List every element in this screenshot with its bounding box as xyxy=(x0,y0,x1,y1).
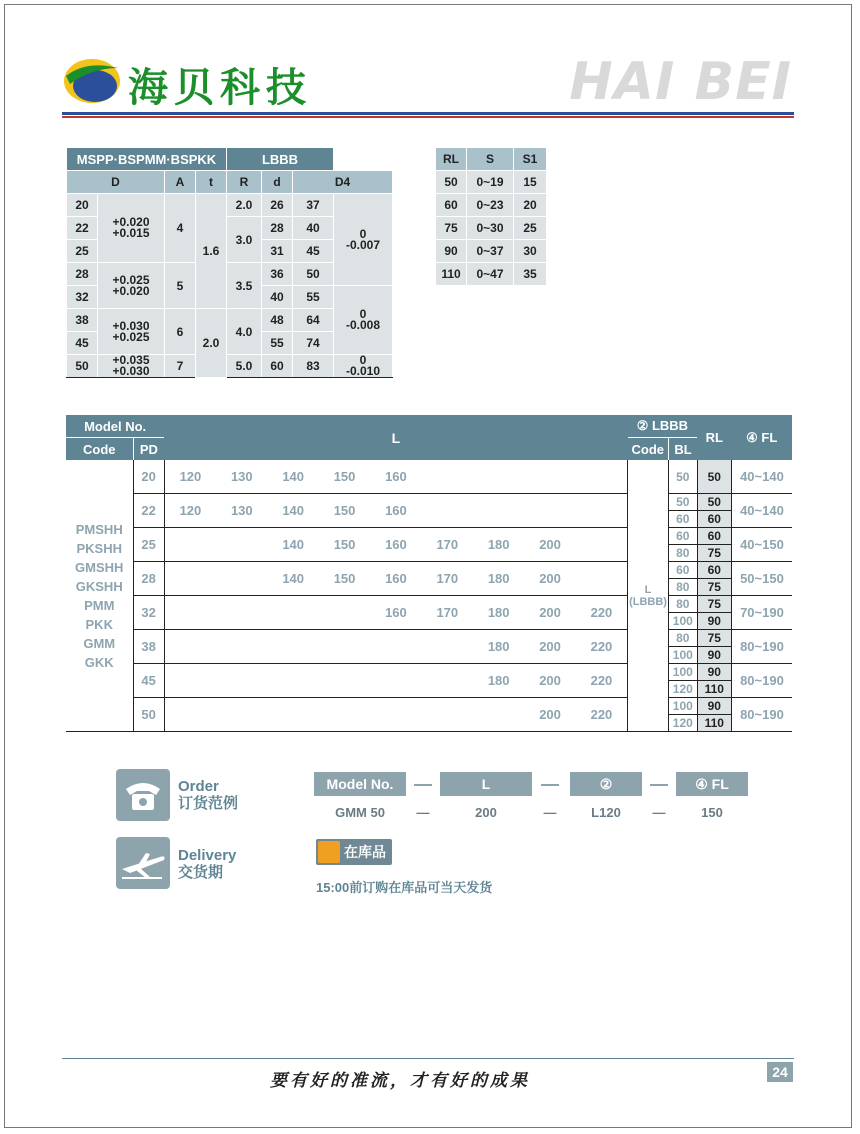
s1-cell: 25 xyxy=(514,217,547,240)
L-value xyxy=(164,562,216,596)
R-value: 5.0 xyxy=(227,355,262,378)
bl-cell xyxy=(668,494,697,528)
s-cell: 0~30 xyxy=(467,217,514,240)
d-value: 26 xyxy=(262,194,293,217)
pd-value: 45 xyxy=(133,664,164,698)
bl-value: 80 xyxy=(676,546,690,560)
pd-value: 38 xyxy=(133,630,164,664)
L-value xyxy=(319,664,370,698)
D-value: 28 xyxy=(67,263,98,286)
rl-value: 90 xyxy=(707,648,721,662)
D4-tolerance: 0 -0.007 xyxy=(334,194,393,286)
order-title xyxy=(178,778,238,812)
pd-value: 20 xyxy=(133,460,164,494)
bl-cell xyxy=(668,630,697,664)
A-value: 4 xyxy=(165,194,196,263)
rl-value: 110 xyxy=(704,682,724,696)
rl-value: 60 xyxy=(698,528,731,545)
D-value: 50 xyxy=(67,355,98,378)
fl-value: 40~140 xyxy=(731,494,792,528)
col-A: A xyxy=(165,171,196,194)
L-value xyxy=(216,698,267,732)
flow-dash xyxy=(650,784,668,786)
L-value xyxy=(524,494,575,528)
bl-cell xyxy=(668,562,697,596)
L-value: 160 xyxy=(370,494,421,528)
delivery-title-en: Delivery xyxy=(178,847,237,864)
L-value: 160 xyxy=(370,562,421,596)
model-codes xyxy=(66,460,133,732)
L-value xyxy=(216,596,267,630)
L-value xyxy=(164,698,216,732)
D4-value: 40 xyxy=(293,217,334,240)
rl-header: RL xyxy=(697,415,731,460)
rl-cell: 90 xyxy=(436,240,467,263)
flow-dash xyxy=(414,784,432,786)
L-value xyxy=(370,664,421,698)
L-value xyxy=(370,698,421,732)
rl-cell xyxy=(697,630,731,664)
d-value: 40 xyxy=(262,286,293,309)
L-value: 160 xyxy=(370,528,421,562)
s-cell: 0~23 xyxy=(467,194,514,217)
L-value: 200 xyxy=(524,630,575,664)
s1-cell: 30 xyxy=(514,240,547,263)
model-code: PKK xyxy=(85,616,113,632)
flow-lbbb: ② xyxy=(570,772,642,796)
L-value: 200 xyxy=(524,664,575,698)
L-value: 200 xyxy=(524,698,575,732)
bl-value: 80 xyxy=(669,596,697,613)
L-value: 180 xyxy=(473,596,524,630)
R-value: 4.0 xyxy=(227,309,262,355)
order-title-en: Order xyxy=(178,778,219,795)
pd-value: 22 xyxy=(133,494,164,528)
s1-cell: 20 xyxy=(514,194,547,217)
s-cell: 0~19 xyxy=(467,171,514,194)
D-value: 22 xyxy=(67,217,98,240)
bl-value: 80 xyxy=(676,580,690,594)
model-code: PMSHH xyxy=(75,521,123,537)
L-value: 180 xyxy=(473,562,524,596)
D-tolerance: +0.025 +0.020 xyxy=(98,263,165,309)
D4-tolerance: 0 -0.008 xyxy=(334,286,393,355)
page-number: 24 xyxy=(767,1062,793,1082)
example-dash: — xyxy=(543,805,557,820)
bl-cell xyxy=(668,596,697,630)
d-value: 31 xyxy=(262,240,293,263)
L-value xyxy=(319,596,370,630)
L-value: 170 xyxy=(422,528,473,562)
order-title-cn: 订货范例 xyxy=(178,795,239,812)
L-value: 220 xyxy=(576,664,628,698)
d-value: 28 xyxy=(262,217,293,240)
model-table xyxy=(66,415,792,732)
L-value: 150 xyxy=(319,460,370,494)
L-value xyxy=(473,494,524,528)
rl-value: 90 xyxy=(707,614,721,628)
delivery-title-cn: 交货期 xyxy=(178,864,224,881)
rl-table xyxy=(435,147,547,286)
L-value: 170 xyxy=(422,562,473,596)
rl-value: 75 xyxy=(698,596,731,613)
D4-value: 45 xyxy=(293,240,334,263)
bl-cell xyxy=(668,664,697,698)
fl-value: 70~190 xyxy=(731,596,792,630)
model-code: GMM xyxy=(83,635,116,651)
rl-cell: 50 xyxy=(436,171,467,194)
s-header: S xyxy=(467,148,514,171)
rl-cell: 75 xyxy=(436,217,467,240)
A-value: 5 xyxy=(165,263,196,309)
L-value: 220 xyxy=(576,596,628,630)
L-value xyxy=(319,630,370,664)
rl-value: 60 xyxy=(707,512,721,526)
delivery-title xyxy=(178,847,236,881)
L-value xyxy=(576,528,628,562)
rl-header: RL xyxy=(436,148,467,171)
L-value xyxy=(164,664,216,698)
D4-value: 37 xyxy=(293,194,334,217)
model-code: PKSHH xyxy=(76,540,122,556)
rl-cell: 60 xyxy=(436,194,467,217)
L-value xyxy=(524,460,575,494)
rl-value: 110 xyxy=(704,716,724,730)
order-icon-box xyxy=(116,769,170,821)
bl-value: 120 xyxy=(672,682,693,696)
fl-header: ④ FL xyxy=(731,415,792,460)
D4-value: 83 xyxy=(293,355,334,378)
L-value xyxy=(268,664,319,698)
rl-cell: 110 xyxy=(436,263,467,286)
D-value: 20 xyxy=(67,194,98,217)
L-value xyxy=(319,698,370,732)
bl-value: 60 xyxy=(676,512,690,526)
R-value: 3.0 xyxy=(227,217,262,263)
D-tolerance: +0.035 +0.030 xyxy=(98,355,165,378)
bl-value: 100 xyxy=(669,698,697,715)
fl-value: 80~190 xyxy=(731,630,792,664)
rl-value: 75 xyxy=(707,580,721,594)
L-value xyxy=(164,630,216,664)
stock-box-icon xyxy=(318,841,340,863)
in-stock-label: 在库品 xyxy=(344,844,386,860)
D-value: 32 xyxy=(67,286,98,309)
header-rule-accent xyxy=(62,116,794,118)
L-value xyxy=(473,698,524,732)
bl-cell xyxy=(668,528,697,562)
rl-value: 75 xyxy=(698,630,731,647)
lbbb-header: ② LBBB xyxy=(628,415,698,438)
bl-header: BL xyxy=(668,438,697,461)
rl-value: 50 xyxy=(698,494,731,511)
rl-value: 60 xyxy=(698,562,731,579)
pd-value: 32 xyxy=(133,596,164,630)
L-value xyxy=(422,698,473,732)
D-value: 45 xyxy=(67,332,98,355)
rl-value: 75 xyxy=(707,546,721,560)
L-value: 130 xyxy=(216,494,267,528)
D-tolerance: +0.020 +0.015 xyxy=(98,194,165,263)
R-value: 2.0 xyxy=(227,194,262,217)
flow-L: L xyxy=(440,772,532,796)
bl-value: 100 xyxy=(669,664,697,681)
bl-cell xyxy=(668,460,697,494)
s1-cell: 35 xyxy=(514,263,547,286)
L-value: 150 xyxy=(319,562,370,596)
rl-cell xyxy=(697,494,731,528)
L-value xyxy=(216,528,267,562)
col-D: D xyxy=(67,171,165,194)
L-value xyxy=(268,698,319,732)
col-D4: D4 xyxy=(293,171,393,194)
telephone-icon xyxy=(116,769,170,821)
t-value: 1.6 xyxy=(196,194,227,309)
L-value xyxy=(473,460,524,494)
d-value: 60 xyxy=(262,355,293,378)
rl-value: 90 xyxy=(698,664,731,681)
model-no-header: Model No. xyxy=(66,415,164,438)
L-value xyxy=(370,630,421,664)
L-value: 140 xyxy=(268,494,319,528)
pd-value: 25 xyxy=(133,528,164,562)
fl-value: 40~140 xyxy=(731,460,792,494)
bl-value: 60 xyxy=(669,528,697,545)
rl-cell xyxy=(697,528,731,562)
L-value xyxy=(422,630,473,664)
col-d: d xyxy=(262,171,293,194)
L-value: 200 xyxy=(524,596,575,630)
L-value: 180 xyxy=(473,664,524,698)
footer-slogan: 要有好的准流，才有好的成果 xyxy=(270,1071,530,1091)
brand-cn: 海贝科技 xyxy=(128,64,312,111)
L-value: 140 xyxy=(268,562,319,596)
bl-cell xyxy=(668,698,697,732)
L-value: 170 xyxy=(422,596,473,630)
D4-value: 50 xyxy=(293,263,334,286)
A-value: 6 xyxy=(165,309,196,355)
bl-value: 100 xyxy=(672,614,693,628)
R-value: 3.5 xyxy=(227,263,262,309)
model-code: PMM xyxy=(84,597,115,613)
example-lbbb: L120 xyxy=(591,805,621,820)
L-value xyxy=(216,664,267,698)
model-code: GKSHH xyxy=(75,578,123,594)
lbbb-code: L (LBBB) xyxy=(628,460,669,732)
t-value: 2.0 xyxy=(196,309,227,378)
s-cell: 0~37 xyxy=(467,240,514,263)
bl-value: 60 xyxy=(669,562,697,579)
page-header xyxy=(62,48,794,120)
flow-model-no: Model No. xyxy=(314,772,406,796)
L-value xyxy=(216,562,267,596)
L-value xyxy=(422,460,473,494)
D-tolerance: +0.030 +0.025 xyxy=(98,309,165,355)
bl-value: 80 xyxy=(669,630,697,647)
rl-cell xyxy=(697,664,731,698)
pd-value: 28 xyxy=(133,562,164,596)
pd-header: PD xyxy=(133,438,164,461)
L-value xyxy=(422,494,473,528)
airplane-icon xyxy=(116,837,170,889)
L-value: 220 xyxy=(576,630,628,664)
D-value: 38 xyxy=(67,309,98,332)
L-value xyxy=(268,630,319,664)
L-value: 140 xyxy=(268,528,319,562)
rl-cell xyxy=(697,460,731,494)
brand-en: HAI BEI xyxy=(569,52,792,112)
D4-value: 74 xyxy=(293,332,334,355)
rl-cell xyxy=(697,698,731,732)
model-code: GKK xyxy=(84,654,114,670)
header-rule xyxy=(62,112,794,115)
d-value: 48 xyxy=(262,309,293,332)
spec-group1: MSPP·BSPMM·BSPKK xyxy=(67,148,227,171)
example-model: GMM 50 xyxy=(335,805,385,820)
flow-fl: ④ FL xyxy=(676,772,748,796)
A-value: 7 xyxy=(165,355,196,378)
L-value: 150 xyxy=(319,528,370,562)
L-value xyxy=(576,460,628,494)
logo-icon xyxy=(62,54,122,104)
col-R: R xyxy=(227,171,262,194)
pd-value: 50 xyxy=(133,698,164,732)
rl-value: 50 xyxy=(707,469,721,484)
fl-value: 80~190 xyxy=(731,664,792,698)
spec-table xyxy=(66,147,393,378)
L-value: 120 xyxy=(164,460,216,494)
in-stock-badge xyxy=(316,839,392,865)
example-fl: 150 xyxy=(701,805,723,820)
L-header: L xyxy=(164,415,627,460)
s-cell: 0~47 xyxy=(467,263,514,286)
L-value: 160 xyxy=(370,460,421,494)
s1-cell: 15 xyxy=(514,171,547,194)
delivery-icon-box xyxy=(116,837,170,889)
L-value: 120 xyxy=(164,494,216,528)
code-header: Code xyxy=(66,438,133,461)
s1-header: S1 xyxy=(514,148,547,171)
fl-value: 40~150 xyxy=(731,528,792,562)
L-value: 180 xyxy=(473,528,524,562)
D4-value: 64 xyxy=(293,309,334,332)
spec-group2: LBBB xyxy=(227,148,334,171)
L-value: 200 xyxy=(524,528,575,562)
L-value: 140 xyxy=(268,460,319,494)
delivery-note: 15:00前订购在库品可当天发货 xyxy=(316,880,493,895)
L-value xyxy=(268,596,319,630)
L-value xyxy=(422,664,473,698)
rl-value: 90 xyxy=(698,698,731,715)
bl-value: 50 xyxy=(669,494,697,511)
L-value xyxy=(216,630,267,664)
L-value xyxy=(164,528,216,562)
L-value: 220 xyxy=(576,698,628,732)
L-value xyxy=(576,562,628,596)
lbbb-code-header: Code xyxy=(628,438,669,461)
L-value xyxy=(576,494,628,528)
fl-value: 80~190 xyxy=(731,698,792,732)
rl-cell xyxy=(697,596,731,630)
col-t: t xyxy=(196,171,227,194)
D4-value: 55 xyxy=(293,286,334,309)
rl-cell xyxy=(697,562,731,596)
flow-dash xyxy=(541,784,559,786)
L-value xyxy=(164,596,216,630)
bl-value: 120 xyxy=(672,716,693,730)
footer-rule xyxy=(62,1058,794,1059)
L-value: 180 xyxy=(473,630,524,664)
d-value: 55 xyxy=(262,332,293,355)
L-value: 200 xyxy=(524,562,575,596)
L-value: 160 xyxy=(370,596,421,630)
D-value: 25 xyxy=(67,240,98,263)
bl-value: 50 xyxy=(676,469,690,484)
D4-tolerance: 0 -0.010 xyxy=(334,355,393,378)
fl-value: 50~150 xyxy=(731,562,792,596)
model-code: GMSHH xyxy=(75,559,124,575)
L-value: 130 xyxy=(216,460,267,494)
example-dash: — xyxy=(416,805,430,820)
d-value: 36 xyxy=(262,263,293,286)
L-value: 150 xyxy=(319,494,370,528)
bl-value: 100 xyxy=(672,648,693,662)
example-L: 200 xyxy=(475,805,497,820)
example-dash: — xyxy=(652,805,666,820)
